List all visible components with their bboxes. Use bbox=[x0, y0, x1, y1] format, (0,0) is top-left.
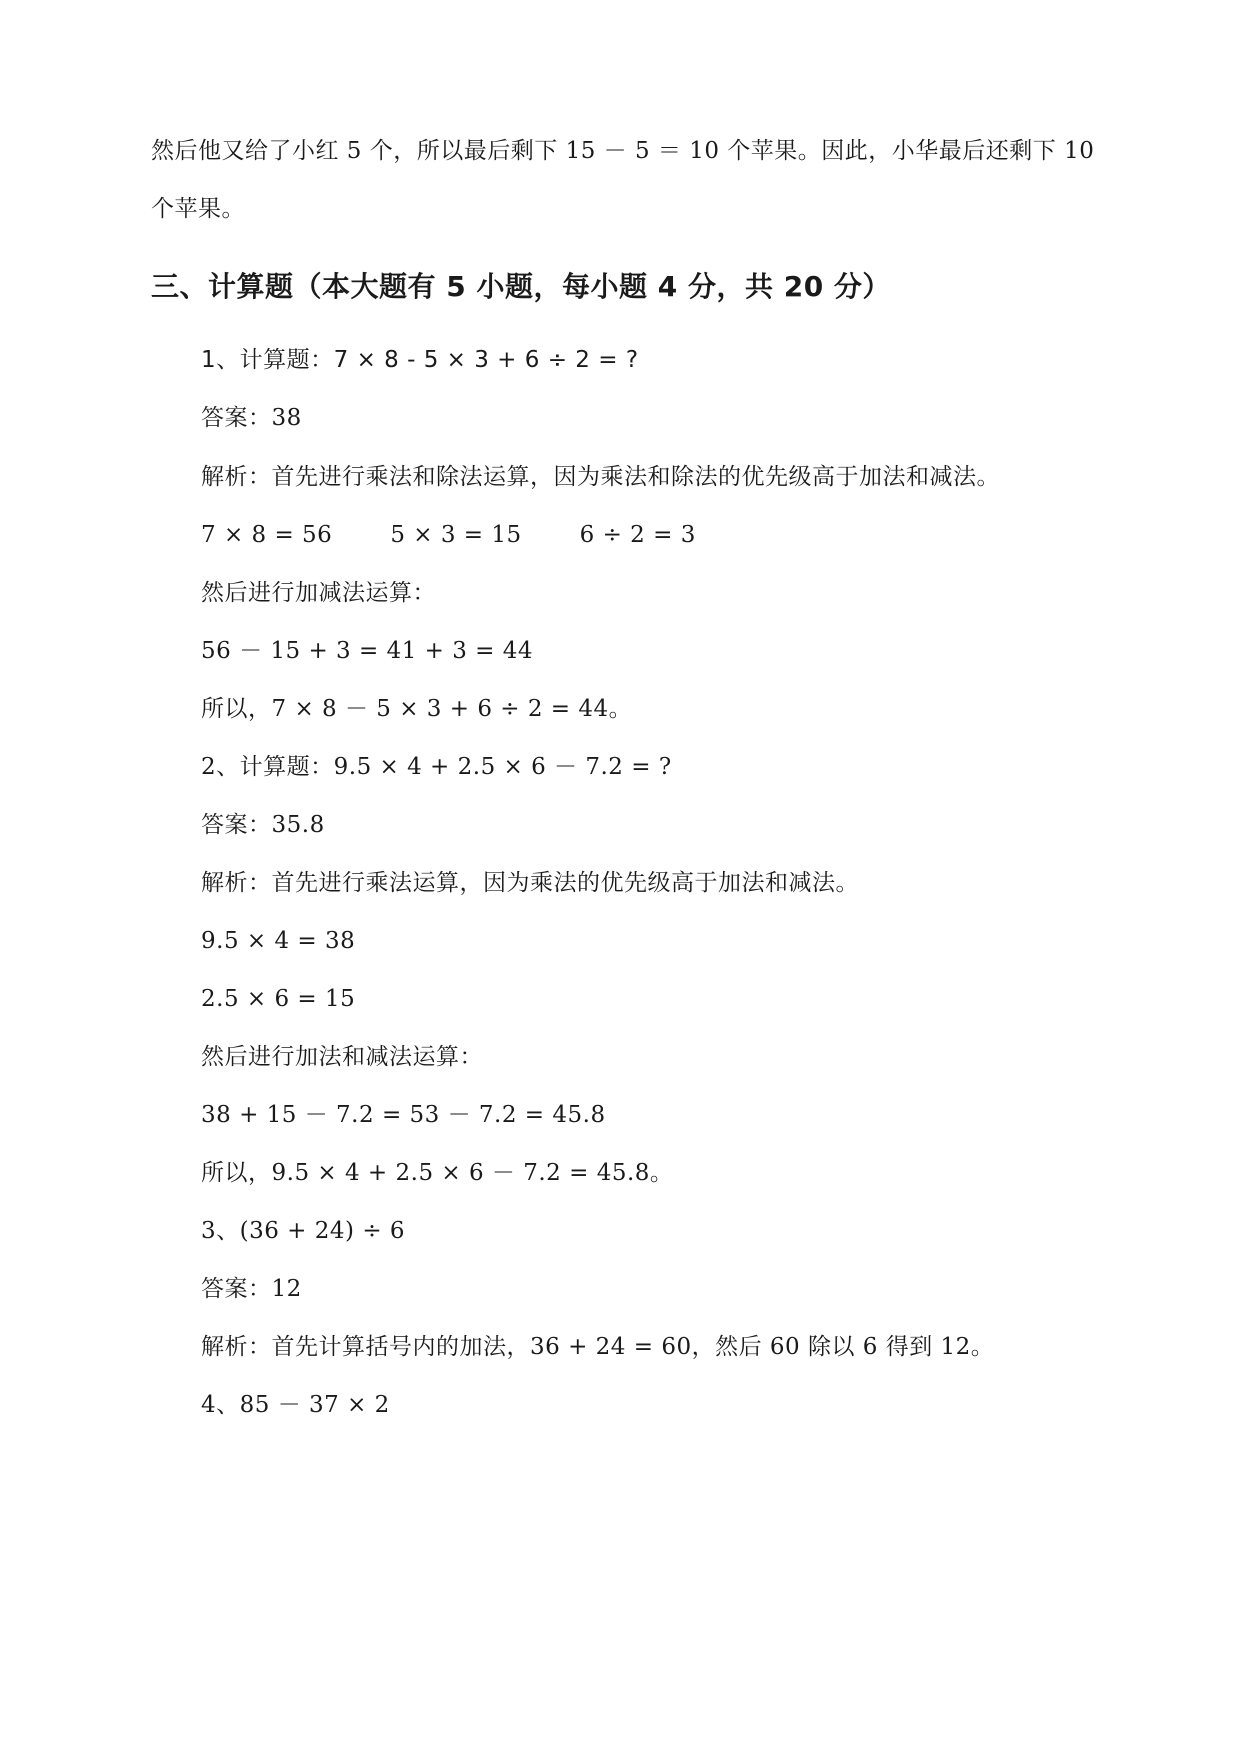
q1-step-2: 56 － 15 + 3 = 41 + 3 = 44 bbox=[201, 638, 534, 664]
intro-line-1: 然后他又给了小红 5 个，所以最后剩下 15 － 5 ＝ 10 个苹果。因此，小华最后还剩下 10 bbox=[151, 138, 1095, 164]
q2-step-1b: 2.5 × 6 = 15 bbox=[201, 986, 356, 1012]
q2-step-1a: 9.5 × 4 = 38 bbox=[201, 928, 356, 954]
q2-analysis: 解析：首先进行乘法运算，因为乘法的优先级高于加法和减法。 bbox=[201, 870, 859, 896]
q1-answer: 答案：38 bbox=[201, 405, 302, 431]
q1-step-2-label: 然后进行加减法运算： bbox=[201, 580, 436, 606]
q1-step-1a: 7 × 8 = 56 bbox=[201, 522, 333, 548]
q2-step-2-label: 然后进行加法和减法运算： bbox=[201, 1044, 483, 1070]
q1-question: 1、计算题：7 × 8 - 5 × 3 + 6 ÷ 2 = ? bbox=[201, 347, 639, 373]
q3-answer: 答案：12 bbox=[201, 1276, 302, 1302]
q1-multiplication-steps bbox=[201, 520, 696, 550]
q2-step-2: 38 + 15 － 7.2 = 53 － 7.2 = 45.8 bbox=[201, 1102, 606, 1128]
q2-answer: 答案：35.8 bbox=[201, 812, 325, 838]
q2-question: 2、计算题：9.5 × 4 + 2.5 × 6 － 7.2 = ? bbox=[201, 754, 672, 780]
intro-line-2: 个苹果。 bbox=[151, 196, 245, 222]
q3-analysis: 解析：首先计算括号内的加法，36 + 24 = 60，然后 60 除以 6 得到 12。 bbox=[201, 1334, 995, 1360]
q1-conclusion: 所以，7 × 8 － 5 × 3 + 6 ÷ 2 = 44。 bbox=[201, 696, 633, 722]
q2-conclusion: 所以，9.5 × 4 + 2.5 × 6 － 7.2 = 45.8。 bbox=[201, 1160, 674, 1186]
q1-analysis: 解析：首先进行乘法和除法运算，因为乘法和除法的优先级高于加法和减法。 bbox=[201, 464, 1000, 490]
section-heading: 三、计算题（本大题有 5 小题，每小题 4 分，共 20 分） bbox=[151, 270, 891, 303]
q4-question: 4、85 － 37 × 2 bbox=[201, 1392, 390, 1418]
q1-step-1b: 5 × 3 = 15 bbox=[390, 522, 522, 548]
q1-step-1c: 6 ÷ 2 = 3 bbox=[579, 522, 696, 548]
q3-question: 3、(36 + 24) ÷ 6 bbox=[201, 1218, 406, 1244]
